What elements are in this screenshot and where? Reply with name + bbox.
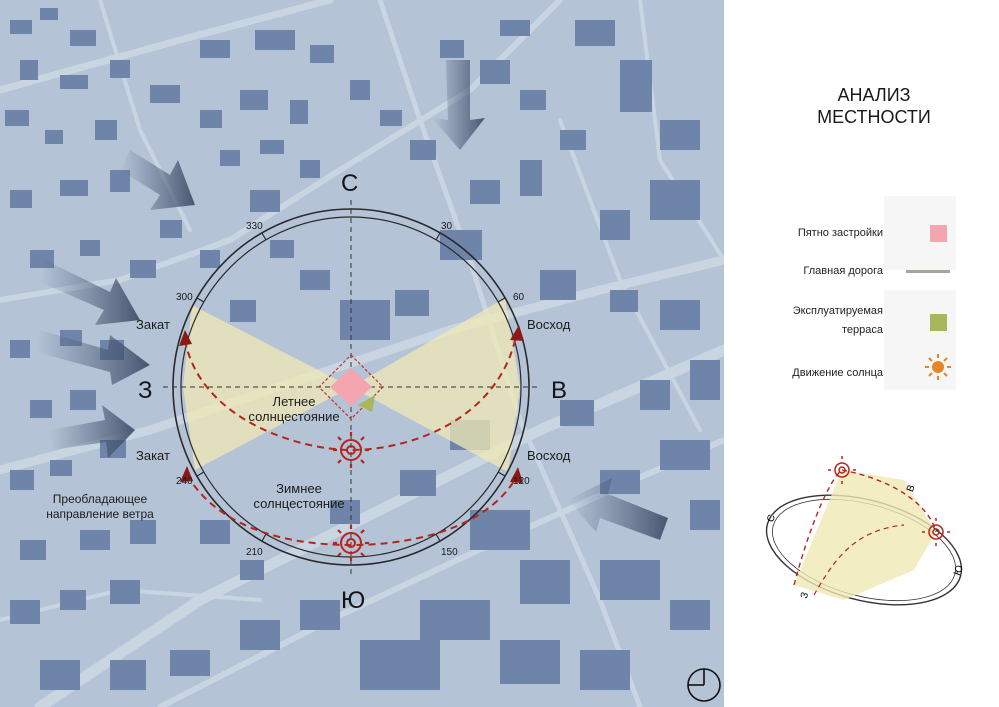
degree-210: 210 bbox=[246, 547, 263, 558]
compass-west-label: З bbox=[138, 377, 153, 404]
diagram-east-label: В bbox=[905, 483, 918, 494]
diagram-south-label: Ю bbox=[952, 563, 966, 578]
summer-solstice-label: Летнее солнцестояние bbox=[248, 394, 340, 424]
degree-30: 30 bbox=[441, 221, 453, 232]
degree-330: 330 bbox=[246, 221, 263, 232]
compass-east-label: В bbox=[551, 377, 568, 404]
sunrise-summer-label: Восход bbox=[527, 317, 571, 332]
sunset-summer-label: Закат bbox=[136, 317, 170, 332]
legend-swatch-building bbox=[930, 225, 947, 242]
diagram-west-label: З bbox=[798, 590, 812, 601]
legend-panel bbox=[724, 0, 999, 707]
degree-150: 150 bbox=[441, 547, 458, 558]
legend-label-sun: Движение солнца bbox=[792, 367, 883, 379]
legend-swatch-terrace bbox=[930, 314, 947, 331]
diagram-north-label: С bbox=[765, 513, 779, 524]
degree-240: 240 bbox=[176, 476, 193, 487]
degree-120: 120 bbox=[513, 476, 530, 487]
degree-60: 60 bbox=[513, 292, 525, 303]
north-arrow-icon bbox=[688, 669, 720, 701]
legend-label-building: Пятно застройки bbox=[797, 227, 883, 239]
panel-title: АНАЛИЗ МЕСТНОСТИ bbox=[817, 85, 931, 127]
compass-north-label: С bbox=[341, 170, 359, 197]
sunset-winter-label: Закат bbox=[136, 448, 170, 463]
legend-label-road: Главная дорога bbox=[803, 265, 883, 277]
winter-solstice-label: Зимнее солнцестояние bbox=[253, 481, 345, 511]
compass-south-label: Ю bbox=[341, 587, 366, 614]
legend-swatch-road bbox=[906, 270, 950, 273]
prevailing-wind-label: Преобладающее направление ветра bbox=[46, 492, 154, 521]
sun-path-3d-diagram bbox=[754, 450, 994, 620]
sunrise-winter-label: Восход bbox=[527, 448, 571, 463]
sun-icon bbox=[924, 353, 952, 381]
degree-300: 300 bbox=[176, 292, 193, 303]
legend-label-terrace: Эксплуатируемая терраса bbox=[792, 305, 883, 336]
